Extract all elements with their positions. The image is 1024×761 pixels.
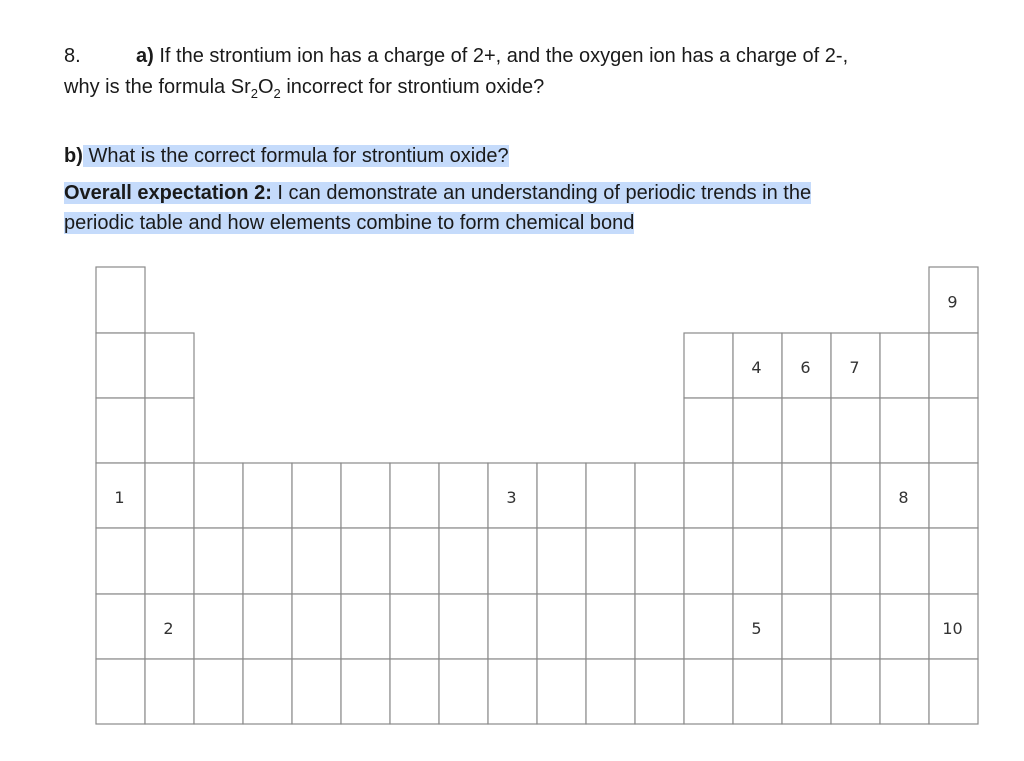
- table-cell: [145, 659, 194, 724]
- table-cell: [194, 463, 243, 528]
- table-cell: [929, 463, 978, 528]
- table-cell: [880, 333, 929, 398]
- table-cell: [341, 659, 390, 724]
- part-a-label: a): [136, 45, 154, 67]
- table-cell: [488, 528, 537, 594]
- table-cell: [733, 398, 782, 463]
- table-cell: [145, 333, 194, 398]
- cell-number-label: 1: [114, 488, 125, 507]
- table-cell: [880, 398, 929, 463]
- part-b-text: What is the correct formula for strontium oxide?: [82, 145, 509, 167]
- table-cell: [684, 659, 733, 724]
- table-cell: [782, 398, 831, 463]
- table-cell: [880, 528, 929, 594]
- cell-number-label: 2: [163, 619, 174, 638]
- table-cell: [194, 659, 243, 724]
- table-cell: [96, 333, 145, 398]
- table-cell: [782, 594, 831, 659]
- table-cell: [684, 398, 733, 463]
- table-cell: [880, 594, 929, 659]
- table-cell: [145, 463, 194, 528]
- table-cell: [243, 659, 292, 724]
- table-cell: [439, 528, 488, 594]
- table-cell: [488, 659, 537, 724]
- table-cell: [439, 659, 488, 724]
- table-cell: [880, 659, 929, 724]
- table-cell: [194, 594, 243, 659]
- table-cell: [145, 398, 194, 463]
- table-cell: [243, 463, 292, 528]
- table-cell: [733, 528, 782, 594]
- table-cell: [929, 333, 978, 398]
- table-cell: [488, 594, 537, 659]
- table-cell: [96, 267, 145, 333]
- table-cell: [831, 463, 880, 528]
- table-cell: [684, 594, 733, 659]
- o-subscript: 2: [273, 86, 281, 101]
- table-cell: [96, 594, 145, 659]
- cell-number-label: 10: [942, 619, 963, 638]
- table-cell: [341, 594, 390, 659]
- table-cell: [782, 463, 831, 528]
- sr-subscript: 2: [250, 86, 258, 101]
- table-cell: [684, 333, 733, 398]
- cell-number-label: 6: [800, 358, 811, 377]
- table-cell: [390, 463, 439, 528]
- table-cell: [439, 594, 488, 659]
- table-cell: [292, 659, 341, 724]
- table-cell: [831, 594, 880, 659]
- table-cell: [929, 398, 978, 463]
- table-cell: [537, 659, 586, 724]
- table-cell: [537, 528, 586, 594]
- table-cell: [782, 659, 831, 724]
- table-cell: [635, 463, 684, 528]
- table-cell: [537, 594, 586, 659]
- table-cell: [831, 528, 880, 594]
- table-cell: [782, 528, 831, 594]
- part-b-label: b): [64, 145, 83, 167]
- table-cell: [733, 463, 782, 528]
- part-a-text: If the strontium ion has a charge of 2+, and the oxygen ion has a charge of 2-,: [153, 45, 849, 67]
- table-cell: [341, 463, 390, 528]
- table-cell: [292, 594, 341, 659]
- table-cell: [586, 528, 635, 594]
- table-cell: [292, 528, 341, 594]
- table-cell: [96, 528, 145, 594]
- table-cell: [341, 528, 390, 594]
- cell-number-label: 8: [898, 488, 909, 507]
- table-cell: [684, 528, 733, 594]
- table-cell: [831, 659, 880, 724]
- table-cell: [635, 659, 684, 724]
- expectation-text-2: periodic table and how elements combine to form chemical bond: [64, 212, 635, 234]
- table-cell: [96, 398, 145, 463]
- cell-number-label: 4: [751, 358, 762, 377]
- table-cell: [929, 528, 978, 594]
- table-cell: [635, 528, 684, 594]
- cell-number-label: 5: [751, 619, 762, 638]
- table-cell: [96, 659, 145, 724]
- expectation-label: Overall expectation 2:: [64, 182, 272, 204]
- table-cell: [439, 463, 488, 528]
- table-cell: [243, 528, 292, 594]
- cell-number-label: 9: [947, 292, 958, 312]
- table-cell: [586, 659, 635, 724]
- formula-prefix: why is the formula Sr: [64, 76, 251, 98]
- table-cell: [733, 659, 782, 724]
- table-cell: [831, 398, 880, 463]
- table-cell: [586, 594, 635, 659]
- expectation-text-1: I can demonstrate an understanding of periodic trends in the: [271, 182, 812, 204]
- table-cell: [292, 463, 341, 528]
- cell-number-label: 7: [849, 358, 860, 377]
- table-cell: [537, 463, 586, 528]
- table-cell: [390, 594, 439, 659]
- question-number: 8.: [64, 45, 81, 67]
- cell-number-label: 3: [506, 488, 517, 507]
- oxygen-symbol: O: [257, 76, 274, 98]
- table-cell: [635, 594, 684, 659]
- table-cell: [145, 528, 194, 594]
- formula-suffix: incorrect for strontium oxide?: [280, 76, 545, 98]
- table-cell: [684, 463, 733, 528]
- table-cell: [243, 594, 292, 659]
- table-cell: [586, 463, 635, 528]
- table-cell: [929, 659, 978, 724]
- table-cell: [390, 528, 439, 594]
- table-cell: [194, 528, 243, 594]
- table-cell: [390, 659, 439, 724]
